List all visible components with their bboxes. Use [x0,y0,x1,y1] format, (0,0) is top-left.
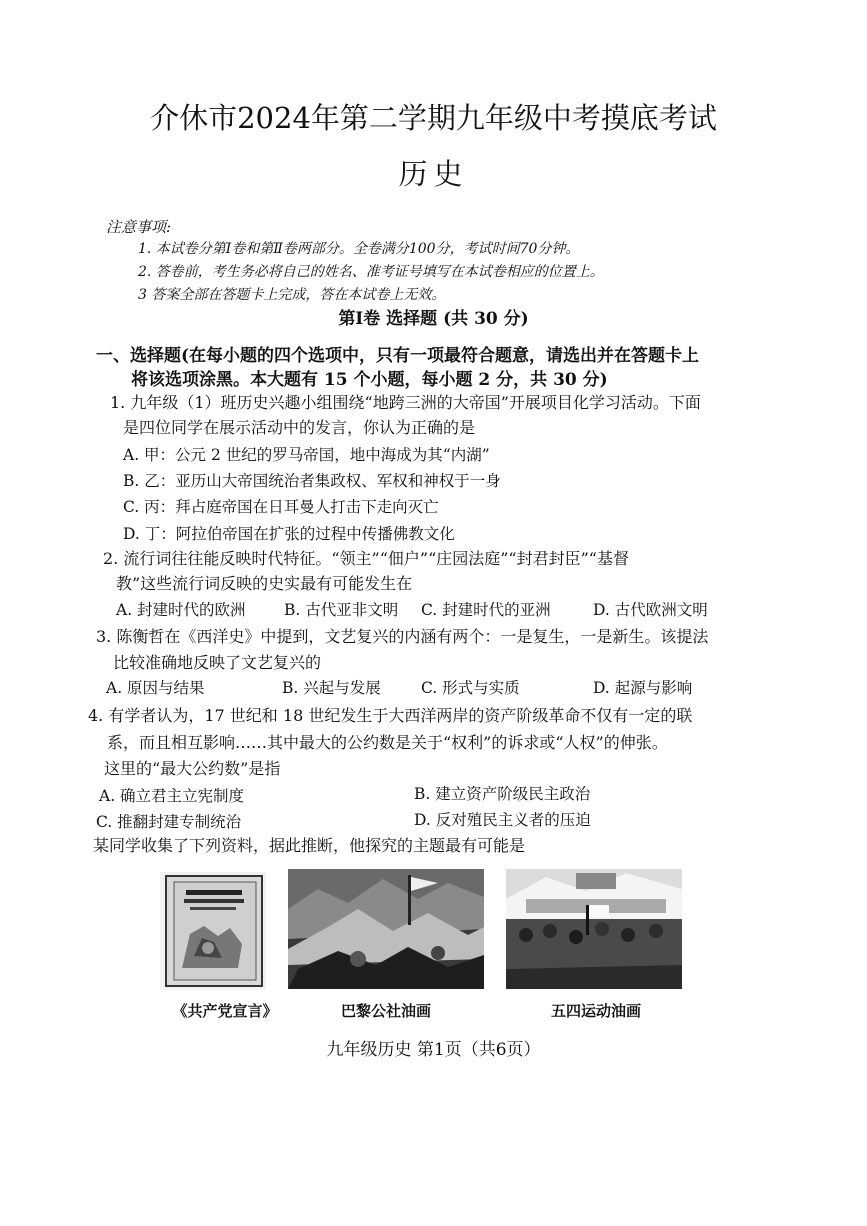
question-1-option-c: C. 丙：拜占庭帝国在日耳曼人打击下走向灭亡 [123,498,439,516]
question-1-option-d: D. 丁：阿拉伯帝国在扩张的过程中传播佛教文化 [123,525,455,543]
section-title: 第Ⅰ卷 选择题 (共 30 分) [338,309,529,329]
question-3-stem: 比较准确地反映了文艺复兴的 [113,653,322,672]
page-footer: 九年级历史 第1页（共6页） [326,1040,541,1060]
question-4-stem: 这里的“最大公约数”是指 [104,759,281,778]
question-1-option-b: B. 乙：亚历山大帝国统治者集政权、军权和神权于一身 [123,472,501,490]
exam-title: 介休市2024年第二学期九年级中考摸底考试 [150,101,717,135]
question-3-stem: 3. 陈衡哲在《西洋史》中提到，文艺复兴的内涵有两个：一是复生，一是新生。该提法 [96,627,709,646]
question-2-option-b: B. 古代亚非文明 [284,601,399,619]
question-2-stem: 教”这些流行词反映的史实最有可能发生在 [116,574,413,593]
question-1-stem: 是四位同学在展示活动中的发言，你认为正确的是 [123,418,476,437]
question-2-option-c: C. 封建时代的亚洲 [421,601,551,619]
question-2-option-d: D. 古代欧洲文明 [593,601,708,619]
caption-paris-commune: 巴黎公社油画 [340,1002,431,1020]
question-4-option-d: D. 反对殖民主义者的压迫 [414,811,591,829]
caption-may-fourth: 五四运动油画 [550,1002,641,1020]
notice-item: 3 答案全部在答题卡上完成，答在本试卷上无效。 [138,287,446,303]
question-4-option-a: A. 确立君主立宪制度 [99,787,245,805]
question-4-stem: 系，而且相互影响……其中最大的公约数是关于“权利”的诉求或“人权”的伸张。 [107,733,668,752]
question-4-stem: 4. 有学者认为，17 世纪和 18 世纪发生于大西洋两岸的资产阶级革命不仅有一定的联 [88,706,693,725]
caption-manifesto: 《共产党宣言》 [172,1002,278,1020]
instructions-line: 将该选项涂黑。本大题有 15 个小题，每小题 2 分，共 30 分) [131,370,608,390]
question-1-stem: 1. 九年级（1）班历史兴趣小组围绕“地跨三洲的大帝国”开展项目化学习活动。下面 [110,393,701,412]
question-5-stem: 某同学收集了下列资料，据此推断，他探究的主题最有可能是 [93,836,526,855]
paris-commune-painting [288,869,484,989]
question-3-option-a: A. 原因与结果 [106,679,205,697]
question-3-option-b: B. 兴起与发展 [282,679,381,697]
question-1-option-a: A. 甲：公元 2 世纪的罗马帝国，地中海成为其“内湖” [123,446,490,464]
notice-item: 1. 本试卷分第Ⅰ卷和第Ⅱ卷两部分。全卷满分100分，考试时间70分钟。 [138,241,580,257]
subject-title: 历史 [398,157,469,191]
question-2-option-a: A. 封建时代的欧洲 [116,601,246,619]
question-2-stem: 2. 流行词往往能反映时代特征。“领主”“佃户”“庄园法庭”“封君封臣”“基督 [103,549,629,568]
question-4-option-b: B. 建立资产阶级民主政治 [414,785,591,803]
notice-heading: 注意事项: [106,218,172,236]
manifesto-book-image [160,872,266,990]
question-4-option-c: C. 推翻封建专制统治 [96,813,242,831]
question-3-option-c: C. 形式与实质 [421,679,520,697]
instructions-line: 一、选择题(在每小题的四个选项中，只有一项最符合题意，请选出并在答题卡上 [96,346,700,366]
question-3-option-d: D. 起源与影响 [593,679,693,697]
may-fourth-painting [506,869,682,989]
notice-item: 2. 答卷前，考生务必将自己的姓名、准考证号填写在本试卷相应的位置上。 [138,264,604,280]
